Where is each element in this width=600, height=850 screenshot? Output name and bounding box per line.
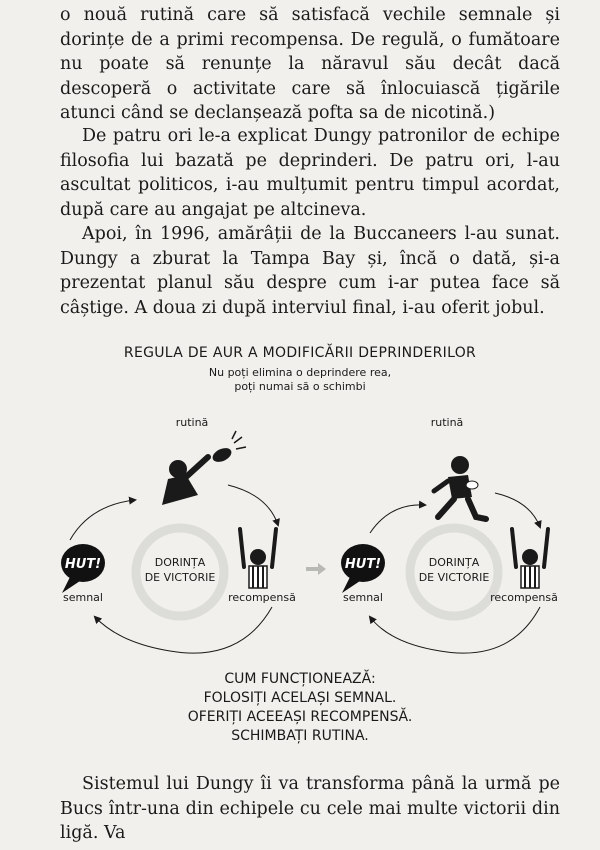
how-it-works-line-3: SCHIMBAȚI RUTINA. — [231, 728, 369, 744]
right-reward-referee-icon — [512, 529, 548, 588]
paragraph-1: o nouă rutină care să satisfacă vechile semnale și dorințe de a primi recompensa. De regulă, o fumătoare nu poate să renunțe la năravul său decât dacă descoperă o activitate care să înlocuiască țigările atunci când se declanșează pofta sa de nicotină.) — [60, 5, 560, 123]
figure-subtitle-line-1: Nu poți elimina o deprindere rea, — [208, 366, 392, 379]
left-routine-player-icon — [162, 431, 246, 505]
left-habit-loop — [61, 416, 296, 653]
how-it-works-title: CUM FUNCȚIONEAZĂ: — [224, 671, 376, 687]
right-craving-line-2: DE VICTORIE — [418, 571, 490, 584]
right-cue-bubble-icon — [341, 544, 385, 593]
right-arrow-routine-to-reward — [495, 493, 540, 527]
right-reward-label: recompensă — [490, 591, 558, 604]
how-it-works-line-2: OFERIȚI ACEEAȘI RECOMPENSĂ. — [187, 709, 413, 725]
left-cue-bubble-icon — [61, 544, 105, 593]
right-routine-player-icon — [434, 456, 486, 519]
habit-loops-diagram — [40, 345, 560, 665]
paragraph-4: Sistemul lui Dungy îi va transforma până la urmă pe Bucs într-una din echipele cu cele mai multe victorii din ligă. Va — [60, 774, 560, 843]
right-craving-line-1: DORINȚA — [428, 556, 480, 569]
paragraph-2: De patru ori le-a explicat Dungy patronilor de echipe filosofia lui bazată pe deprinderi. De patru ori, l-au ascultat politicos, i-au mulțumit pentru timpul acordat, după care au angajat pe altcineva. — [60, 126, 560, 220]
left-arrow-cue-to-routine — [70, 500, 135, 540]
left-reward-referee-icon — [240, 529, 276, 588]
figure-title: REGULA DE AUR A MODIFICĂRII DEPRINDERILOR — [123, 345, 477, 361]
right-cue-bubble-text: HUT! — [344, 557, 382, 572]
left-craving-line-1: DORINȚA — [154, 556, 206, 569]
right-routine-label: rutină — [430, 416, 464, 429]
left-cue-label: semnal — [63, 591, 103, 604]
left-routine-label: rutină — [175, 416, 209, 429]
figure-subtitle-line-2: poți numai să o schimbi — [234, 380, 366, 393]
how-it-works-line-1: FOLOSIȚI ACELAȘI SEMNAL. — [203, 690, 397, 706]
habit-loop-figure — [40, 345, 560, 750]
right-habit-loop — [341, 416, 558, 653]
right-cue-label: semnal — [343, 591, 383, 604]
right-arrow-cue-to-routine — [370, 505, 425, 533]
left-cue-bubble-text: HUT! — [64, 557, 102, 572]
left-reward-label: recompensă — [228, 591, 296, 604]
left-craving-line-2: DE VICTORIE — [144, 571, 216, 584]
left-arrow-routine-to-reward — [228, 485, 278, 525]
transition-arrow-icon — [306, 563, 326, 575]
paragraph-3: Apoi, în 1996, amărâții de la Buccaneers l-au sunat. Dungy a zburat la Tampa Bay și, încă o dată, și-a prezentat planul său despre cum i-ar putea face să câștige. A doua zi după interviul final, i-au oferit jobul. — [60, 224, 560, 318]
